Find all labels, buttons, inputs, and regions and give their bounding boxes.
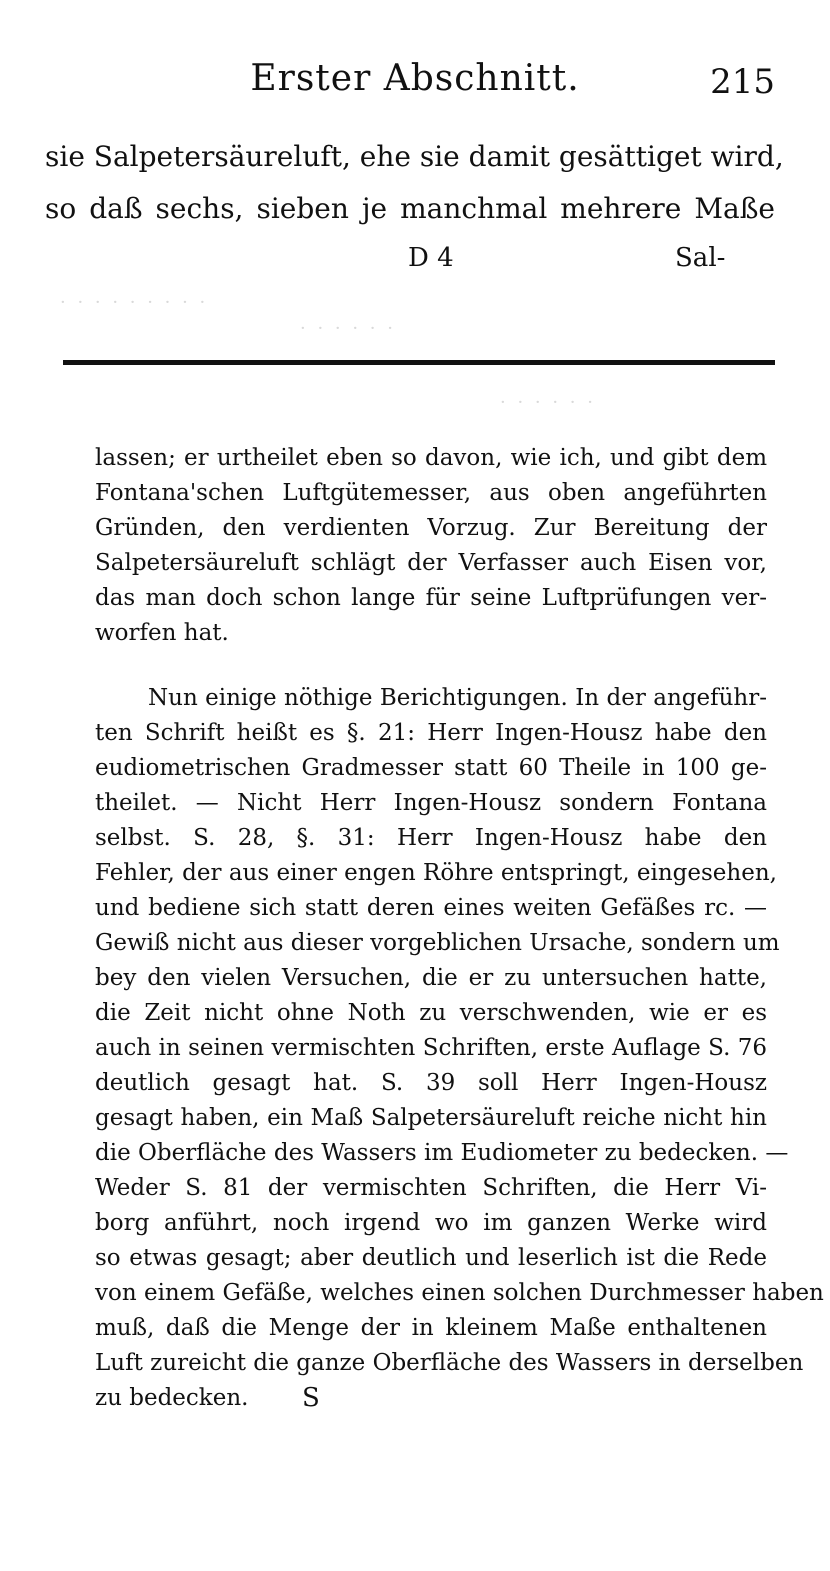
- page-divider: [63, 360, 775, 365]
- text-line: Luft zureicht die ganze Oberfläche des Wassers in derselben: [95, 1350, 804, 1376]
- running-title: Erster Abschnitt.: [250, 58, 580, 99]
- text-line: so etwas gesagt; aber deutlich und leserlich ist die Rede: [95, 1245, 767, 1271]
- text-line: so daß sechs, sieben je manchmal mehrere Maße: [45, 192, 775, 225]
- text-line: ten Schrift heißt es §. 21: Herr Ingen-Housz habe den: [95, 720, 767, 746]
- bleed-through-mark: · · · · · · · · ·: [60, 292, 209, 313]
- text-line: die Zeit nicht ohne Noth zu verschwenden, wie er es: [95, 1000, 767, 1026]
- text-line: auch in seinen vermischten Schriften, erste Auflage S. 76: [95, 1035, 767, 1061]
- text-line: und bediene sich statt deren eines weiten Gefäßes rc. —: [95, 895, 767, 921]
- text-line: worfen hat.: [95, 620, 229, 646]
- text-line: Weder S. 81 der vermischten Schriften, die Herr Vi-: [95, 1175, 767, 1201]
- text-line: bey den vielen Versuchen, die er zu untersuchen hatte,: [95, 965, 767, 991]
- bleed-through-mark: · · · · · ·: [300, 318, 396, 339]
- text-line: Salpetersäureluft schlägt der Verfasser auch Eisen vor,: [95, 550, 767, 576]
- text-line: eudiometrischen Gradmesser statt 60 Theile in 100 ge-: [95, 755, 767, 781]
- text-line: Gründen, den verdienten Vorzug. Zur Bereitung der: [95, 515, 767, 541]
- text-line: Fontana'schen Luftgütemesser, aus oben angeführten: [95, 480, 767, 506]
- text-line: Nun einige nöthige Berichtigungen. In der angeführ-: [148, 685, 767, 711]
- text-line: zu bedecken.: [95, 1385, 249, 1411]
- signature-mark: S: [302, 1383, 320, 1413]
- text-line: lassen; er urtheilet eben so davon, wie ich, und gibt dem: [95, 445, 767, 471]
- text-line: deutlich gesagt hat. S. 39 soll Herr Ingen-Housz: [95, 1070, 767, 1096]
- catchword: Sal-: [675, 243, 726, 273]
- text-line: Gewiß nicht aus dieser vorgeblichen Ursache, sondern um: [95, 930, 780, 956]
- text-line: sie Salpetersäureluft, ehe sie damit gesättiget wird,: [45, 140, 784, 173]
- page-number: 215: [710, 62, 775, 102]
- text-line: Fehler, der aus einer engen Röhre entspringt, eingesehen,: [95, 860, 777, 886]
- text-line: von einem Gefäße, welches einen solchen Durchmesser haben: [95, 1280, 824, 1306]
- text-line: theilet. — Nicht Herr Ingen-Housz sondern Fontana: [95, 790, 767, 816]
- text-line: selbst. S. 28, §. 31: Herr Ingen-Housz habe den: [95, 825, 767, 851]
- signature-mark: D 4: [408, 243, 454, 273]
- bleed-through-mark: · · · · · ·: [500, 392, 596, 413]
- text-line: borg anführt, noch irgend wo im ganzen Werke wird: [95, 1210, 767, 1236]
- text-line: muß, daß die Menge der in kleinem Maße enthaltenen: [95, 1315, 767, 1341]
- text-line: gesagt haben, ein Maß Salpetersäureluft reiche nicht hin: [95, 1105, 767, 1131]
- text-line: die Oberfläche des Wassers im Eudiometer zu bedecken. —: [95, 1140, 789, 1166]
- text-line: das man doch schon lange für seine Luftprüfungen ver-: [95, 585, 767, 611]
